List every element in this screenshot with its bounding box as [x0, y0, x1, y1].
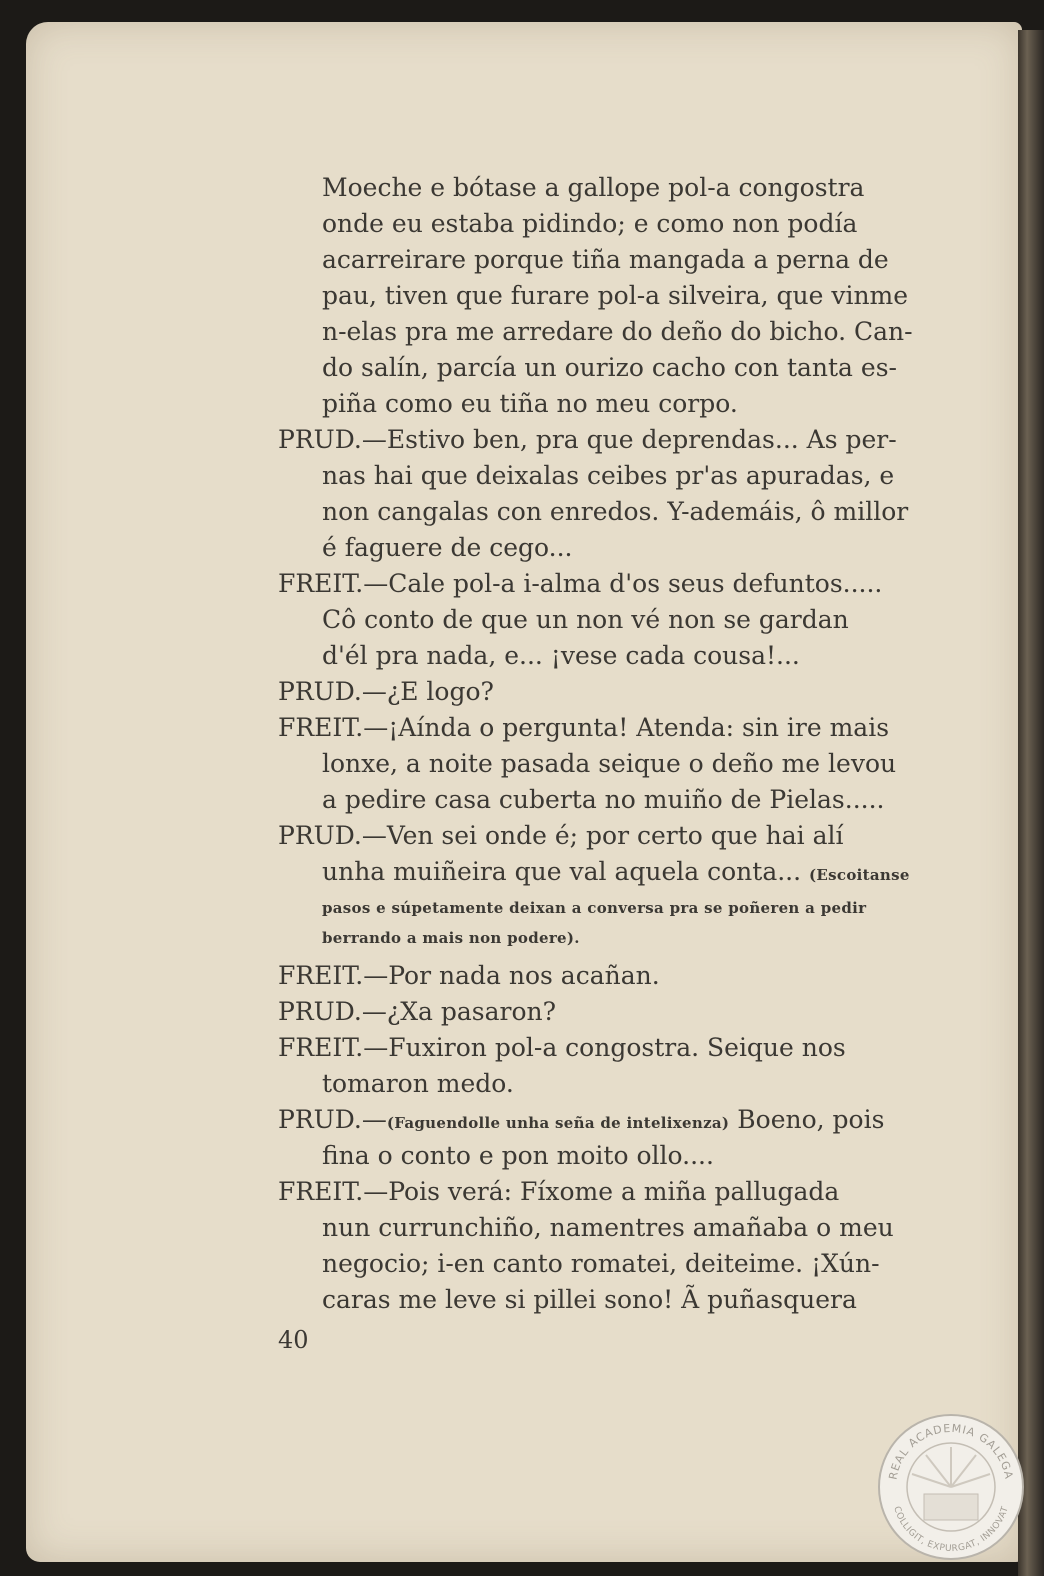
text-line: tomaron medo.	[322, 1069, 514, 1098]
dialogue-line: FREIT.—Pois verá: Fíxome a miña pallugada	[278, 1177, 840, 1206]
text-line: acarreirare porque tiña mangada a perna de	[322, 245, 889, 274]
text-line: piña como eu tiña no meu corpo.	[322, 389, 738, 418]
text-line: n-elas pra me arredare do deño do bicho. Can-	[322, 317, 913, 346]
dialogue-line	[278, 1102, 884, 1138]
text-span: unha muiñeira que val aquela conta...	[322, 857, 802, 886]
text-line	[322, 854, 910, 890]
stamp-bottom-text: COLLIGIT, EXPURGAT, INNOVAT	[891, 1505, 1011, 1555]
dialogue-line: PRUD.—¿E logo?	[278, 677, 494, 706]
text-line: Cô conto de que un non vé non se gardan	[322, 605, 849, 634]
stage-direction: (Faguendolle unha seña de intelixenza)	[386, 1114, 730, 1132]
stage-direction-line: berrando a mais non podere).	[322, 929, 580, 947]
academy-seal-stamp	[876, 1412, 1026, 1562]
text-line: non cangalas con enredos. Y-ademáis, ô millor	[322, 497, 909, 526]
text-line: onde eu estaba pidindo; e como non podía	[322, 209, 858, 238]
stage-direction-line: pasos e súpetamente deixan a conversa pra se poñeren a pedir	[322, 899, 867, 917]
dialogue-line: PRUD.—Ven sei onde é; por certo que hai alí	[278, 821, 844, 850]
speaker-label: PRUD.—	[278, 1105, 387, 1134]
text-line: é faguere de cego...	[322, 533, 573, 562]
dialogue-line: FREIT.—¡Aínda o pergunta! Atenda: sin ire mais	[278, 713, 890, 742]
text-line: caras me leve si pillei sono! Ã puñasquera	[322, 1285, 857, 1314]
text-span: Boeno, pois	[737, 1105, 885, 1134]
stage-direction: (Escoitanse	[809, 866, 910, 884]
stamp-top-text: REAL ACADEMIA GALEGA	[886, 1421, 1016, 1481]
dialogue-line: FREIT.—Cale pol-a i-alma d'os seus defuntos.....	[278, 569, 883, 598]
dialogue-line: FREIT.—Fuxiron pol-a congostra. Seique nos	[278, 1033, 846, 1062]
text-line: nun currunchiño, namentres amañaba o meu	[322, 1213, 894, 1242]
text-line: nas hai que deixalas ceibes pr'as apuradas, e	[322, 461, 895, 490]
text-line: Moeche e bótase a gallope pol-a congostra	[322, 173, 865, 202]
next-page-edge	[1018, 30, 1044, 1576]
text-line: d'él pra nada, e... ¡vese cada cousa!...	[322, 641, 800, 670]
text-line: lonxe, a noite pasada seique o deño me levou	[322, 749, 897, 778]
dialogue-line: PRUD.—¿Xa pasaron?	[278, 997, 557, 1026]
dialogue-line: FREIT.—Por nada nos acañan.	[278, 961, 660, 990]
text-line: pau, tiven que furare pol-a silveira, que vinme	[322, 281, 909, 310]
text-line: negocio; i-en canto romatei, deiteime. ¡Xún-	[322, 1249, 880, 1278]
text-line: fina o conto e pon moito ollo....	[322, 1141, 714, 1170]
dialogue-line: PRUD.—Estivo ben, pra que deprendas... As per-	[278, 425, 897, 454]
page-number: 40	[278, 1326, 309, 1354]
text-line: do salín, parcía un ourizo cacho con tanta es-	[322, 353, 897, 382]
text-line: a pedire casa cuberta no muiño de Pielas.....	[322, 785, 885, 814]
